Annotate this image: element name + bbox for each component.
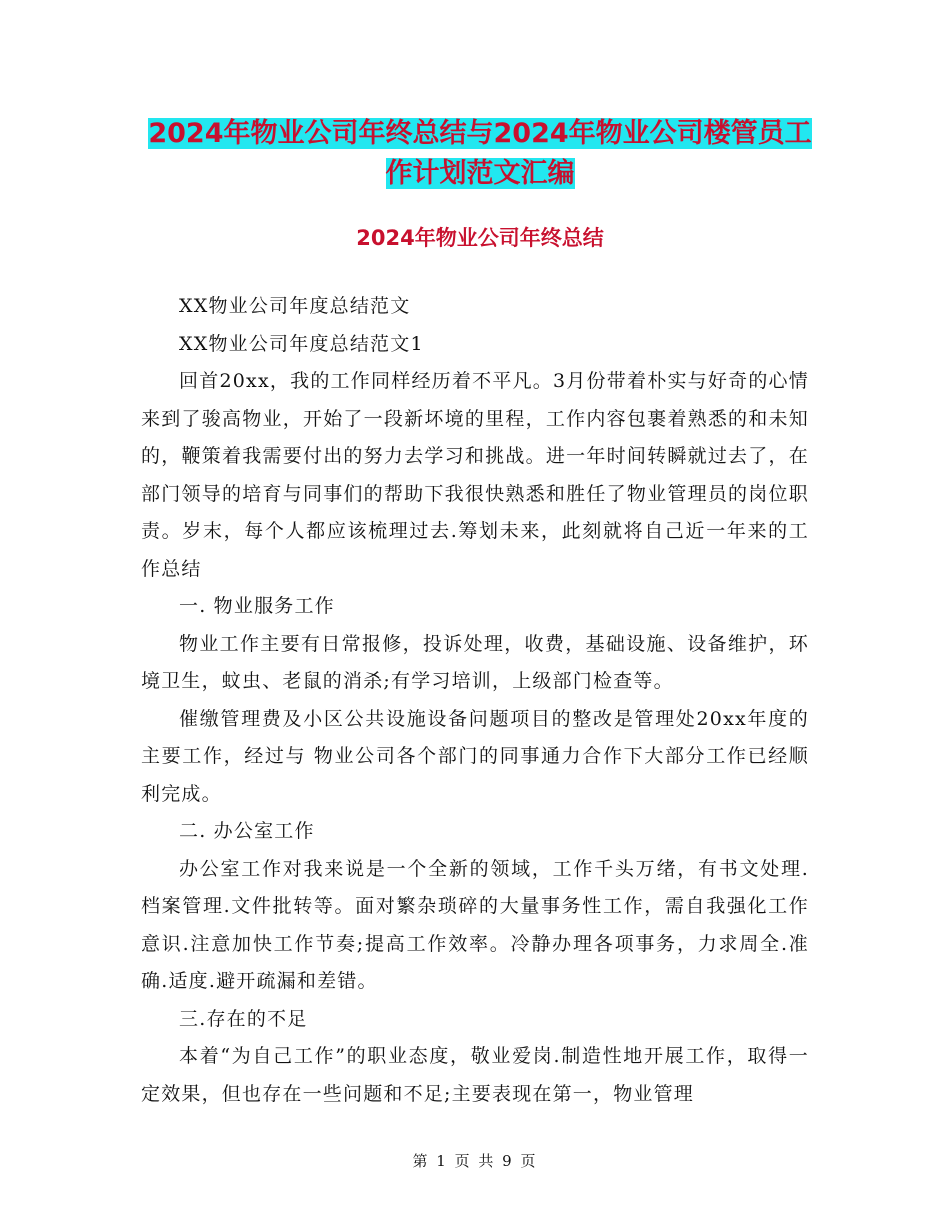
section-heading-1: 一. 物业服务工作 bbox=[179, 595, 335, 617]
section-heading: 2024年物业公司年终总结 bbox=[356, 226, 604, 250]
paragraph: XX物业公司年度总结范文1 bbox=[179, 332, 424, 355]
paragraph: 本着“为自己工作”的职业态度，敬业爱岗.制造性地开展工作，取得一定效果，但也存在一些问题和不足;主要表现在第一，物业管理 bbox=[141, 1045, 809, 1105]
paragraph: XX物业公司年度总结范文 bbox=[179, 295, 411, 317]
section-heading-2: 二. 办公室工作 bbox=[179, 820, 315, 842]
paragraph: 物业工作主要有日常报修，投诉处理，收费，基础设施、设备维护，环境卫生，蚊虫、老鼠的消杀;有学习培训，上级部门检查等。 bbox=[141, 632, 809, 692]
section-heading-3: 三.存在的不足 bbox=[179, 1007, 308, 1030]
document-title-line-2: 作计划范文汇编 bbox=[385, 158, 575, 189]
paragraph: 办公室工作对我来说是一个全新的领域，工作千头万绪，有书文处理.档案管理.文件批转等。面对繁杂琐碎的大量事务性工作，需自我强化工作意识.注意加快工作节奏;提高工作效率。冷静办理各项事务，力求周全.准确.适度.避开疏漏和差错。 bbox=[141, 857, 809, 992]
page-footer: 第 1 页 共 9 页 bbox=[412, 1152, 538, 1170]
document-body bbox=[141, 288, 809, 1113]
paragraph: 回首20xx，我的工作同样经历着不平凡。3月份带着朴实与好奇的心情来到了骏高物业，开始了一段新坏境的里程，工作内容包裹着熟悉的和未知的，鞭策着我需要付出的努力去学习和挑战。进一年时间转瞬就过去了，在部门领导的培育与同事们的帮助下我很快熟悉和胜任了物业管理员的岗位职责。岁末，每个人都应该梳理过去.筹划未来，此刻就将自己近一年来的工作总结 bbox=[141, 370, 809, 580]
paragraph: 催缴管理费及小区公共设施设备问题项目的整改是管理处20xx年度的主要工作，经过与 物业公司各个部门的同事通力合作下大部分工作已经顺利完成。 bbox=[141, 707, 809, 805]
document-title-line-1: 2024年物业公司年终总结与2024年物业公司楼管员工 bbox=[148, 118, 812, 149]
